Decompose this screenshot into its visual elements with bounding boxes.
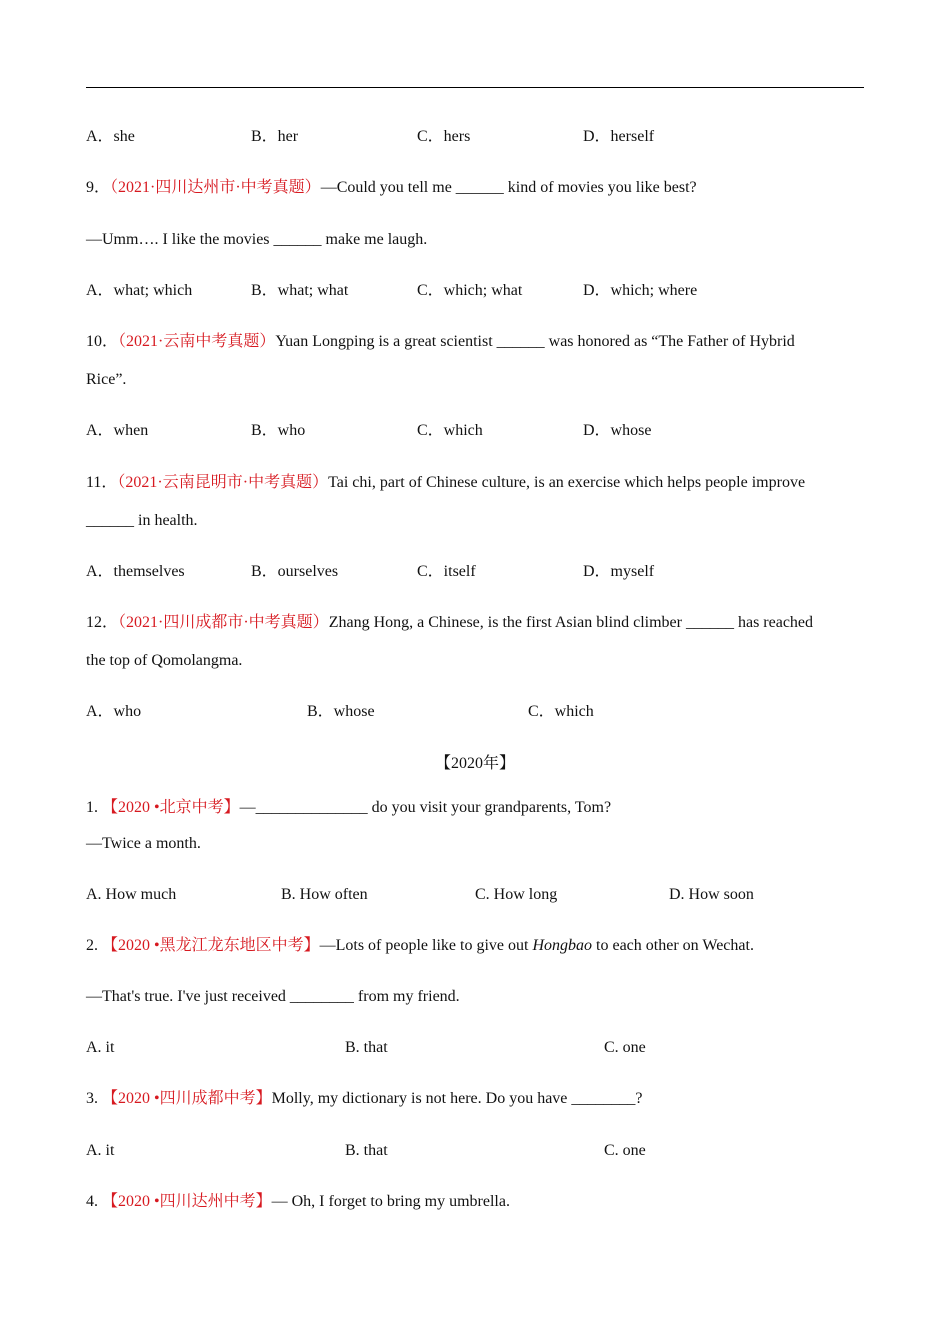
q10-option-c: C．which <box>417 422 483 439</box>
q12-source: （2021·四川成都市·中考真题） <box>118 614 329 631</box>
s4-stem <box>86 1192 510 1212</box>
q9-text-1: —Could you tell me ______ kind of movies you like best? <box>320 179 697 196</box>
q10-text-1: Yuan Longping is a great scientist ______ was honored as “The Father of Hybrid <box>275 333 795 350</box>
q8-option-b: B．her <box>251 128 299 145</box>
s1-text-2: —Twice a month. <box>86 835 201 852</box>
q10-option-b: B．who <box>251 422 306 439</box>
q12-option-a: A．who <box>86 703 142 720</box>
q12-number: 12． <box>86 614 119 631</box>
q11-option-d: D．myself <box>583 563 655 580</box>
s3-stem <box>86 1089 643 1109</box>
s2-option-b: B. that <box>345 1039 388 1056</box>
section-heading-2020: 【2020年】 <box>434 755 515 772</box>
q12-text-2: the top of Qomolangma. <box>86 652 243 669</box>
s2-text-1b: Hongbao <box>532 937 593 954</box>
q9-option-b: B．what; what <box>251 282 349 299</box>
q10-source: （2021·云南中考真题） <box>118 333 276 350</box>
q12-text-1: Zhang Hong, a Chinese, is the first Asian blind climber ______ has reached <box>328 614 814 631</box>
q10-option-a: A．when <box>86 422 149 439</box>
s4-text-1: — Oh, I forget to bring my umbrella. <box>271 1193 510 1210</box>
q12-option-c: C．which <box>528 703 594 720</box>
q9-option-d: D．which; where <box>583 282 698 299</box>
q11-text-2: ______ in health. <box>86 512 198 529</box>
q9-option-a: A．what; which <box>86 282 193 299</box>
q12-option-b: B．whose <box>307 703 375 720</box>
q11-source: （2021·云南昆明市·中考真题） <box>117 474 329 491</box>
q8-option-d: D．herself <box>583 128 655 145</box>
s2-text-1c: to each other on Wechat. <box>592 937 754 954</box>
q11-number: 11． <box>86 474 118 491</box>
s3-option-a: A. it <box>86 1142 115 1159</box>
q11-option-c: C．itself <box>417 563 476 580</box>
q11-stem <box>86 473 805 493</box>
header-rule <box>86 87 864 88</box>
q9-option-c: C．which; what <box>417 282 523 299</box>
s3-number: 3. <box>86 1090 102 1107</box>
s3-option-c: C. one <box>604 1142 646 1159</box>
s4-number: 4. <box>86 1193 102 1210</box>
s2-stem <box>86 936 754 956</box>
s1-option-c: C. How long <box>475 886 558 903</box>
s3-source: 【2020 •四川成都中考】 <box>102 1090 272 1107</box>
s2-number: 2. <box>86 937 102 954</box>
q11-option-b: B．ourselves <box>251 563 339 580</box>
s1-stem <box>86 798 611 818</box>
q9-text-2: —Umm…. I like the movies ______ make me laugh. <box>86 231 428 248</box>
s2-text-1a: —Lots of people like to give out <box>319 937 533 954</box>
s2-option-a: A. it <box>86 1039 115 1056</box>
q10-number: 10． <box>86 333 119 350</box>
q11-text-1: Tai chi, part of Chinese culture, is an exercise which helps people improve <box>328 474 806 491</box>
q9-source: （2021·四川达州市·中考真题） <box>110 179 321 196</box>
s1-source: 【2020 •北京中考】 <box>102 799 240 816</box>
s2-text-2: —That's true. I've just received ________ from my friend. <box>86 988 460 1005</box>
q10-stem <box>86 332 795 352</box>
q9-stem <box>86 178 697 198</box>
s3-text-1: Molly, my dictionary is not here. Do you have ________? <box>271 1090 643 1107</box>
s1-option-d: D. How soon <box>669 886 754 903</box>
q12-stem <box>86 613 813 633</box>
s1-text-1: —______________ do you visit your grandparents, Tom? <box>239 799 612 816</box>
s1-number: 1. <box>86 799 102 816</box>
s4-source: 【2020 •四川达州中考】 <box>102 1193 272 1210</box>
s2-source: 【2020 •黑龙江龙东地区中考】 <box>102 937 320 954</box>
q8-option-c: C．hers <box>417 128 471 145</box>
s1-option-b: B. How often <box>281 886 368 903</box>
q10-text-2: Rice”. <box>86 371 127 388</box>
s3-option-b: B. that <box>345 1142 388 1159</box>
q9-number: 9． <box>86 179 111 196</box>
q10-option-d: D．whose <box>583 422 652 439</box>
q11-option-a: A．themselves <box>86 563 185 580</box>
q8-option-a: A．she <box>86 128 135 145</box>
s1-option-a: A. How much <box>86 886 177 903</box>
s2-option-c: C. one <box>604 1039 646 1056</box>
